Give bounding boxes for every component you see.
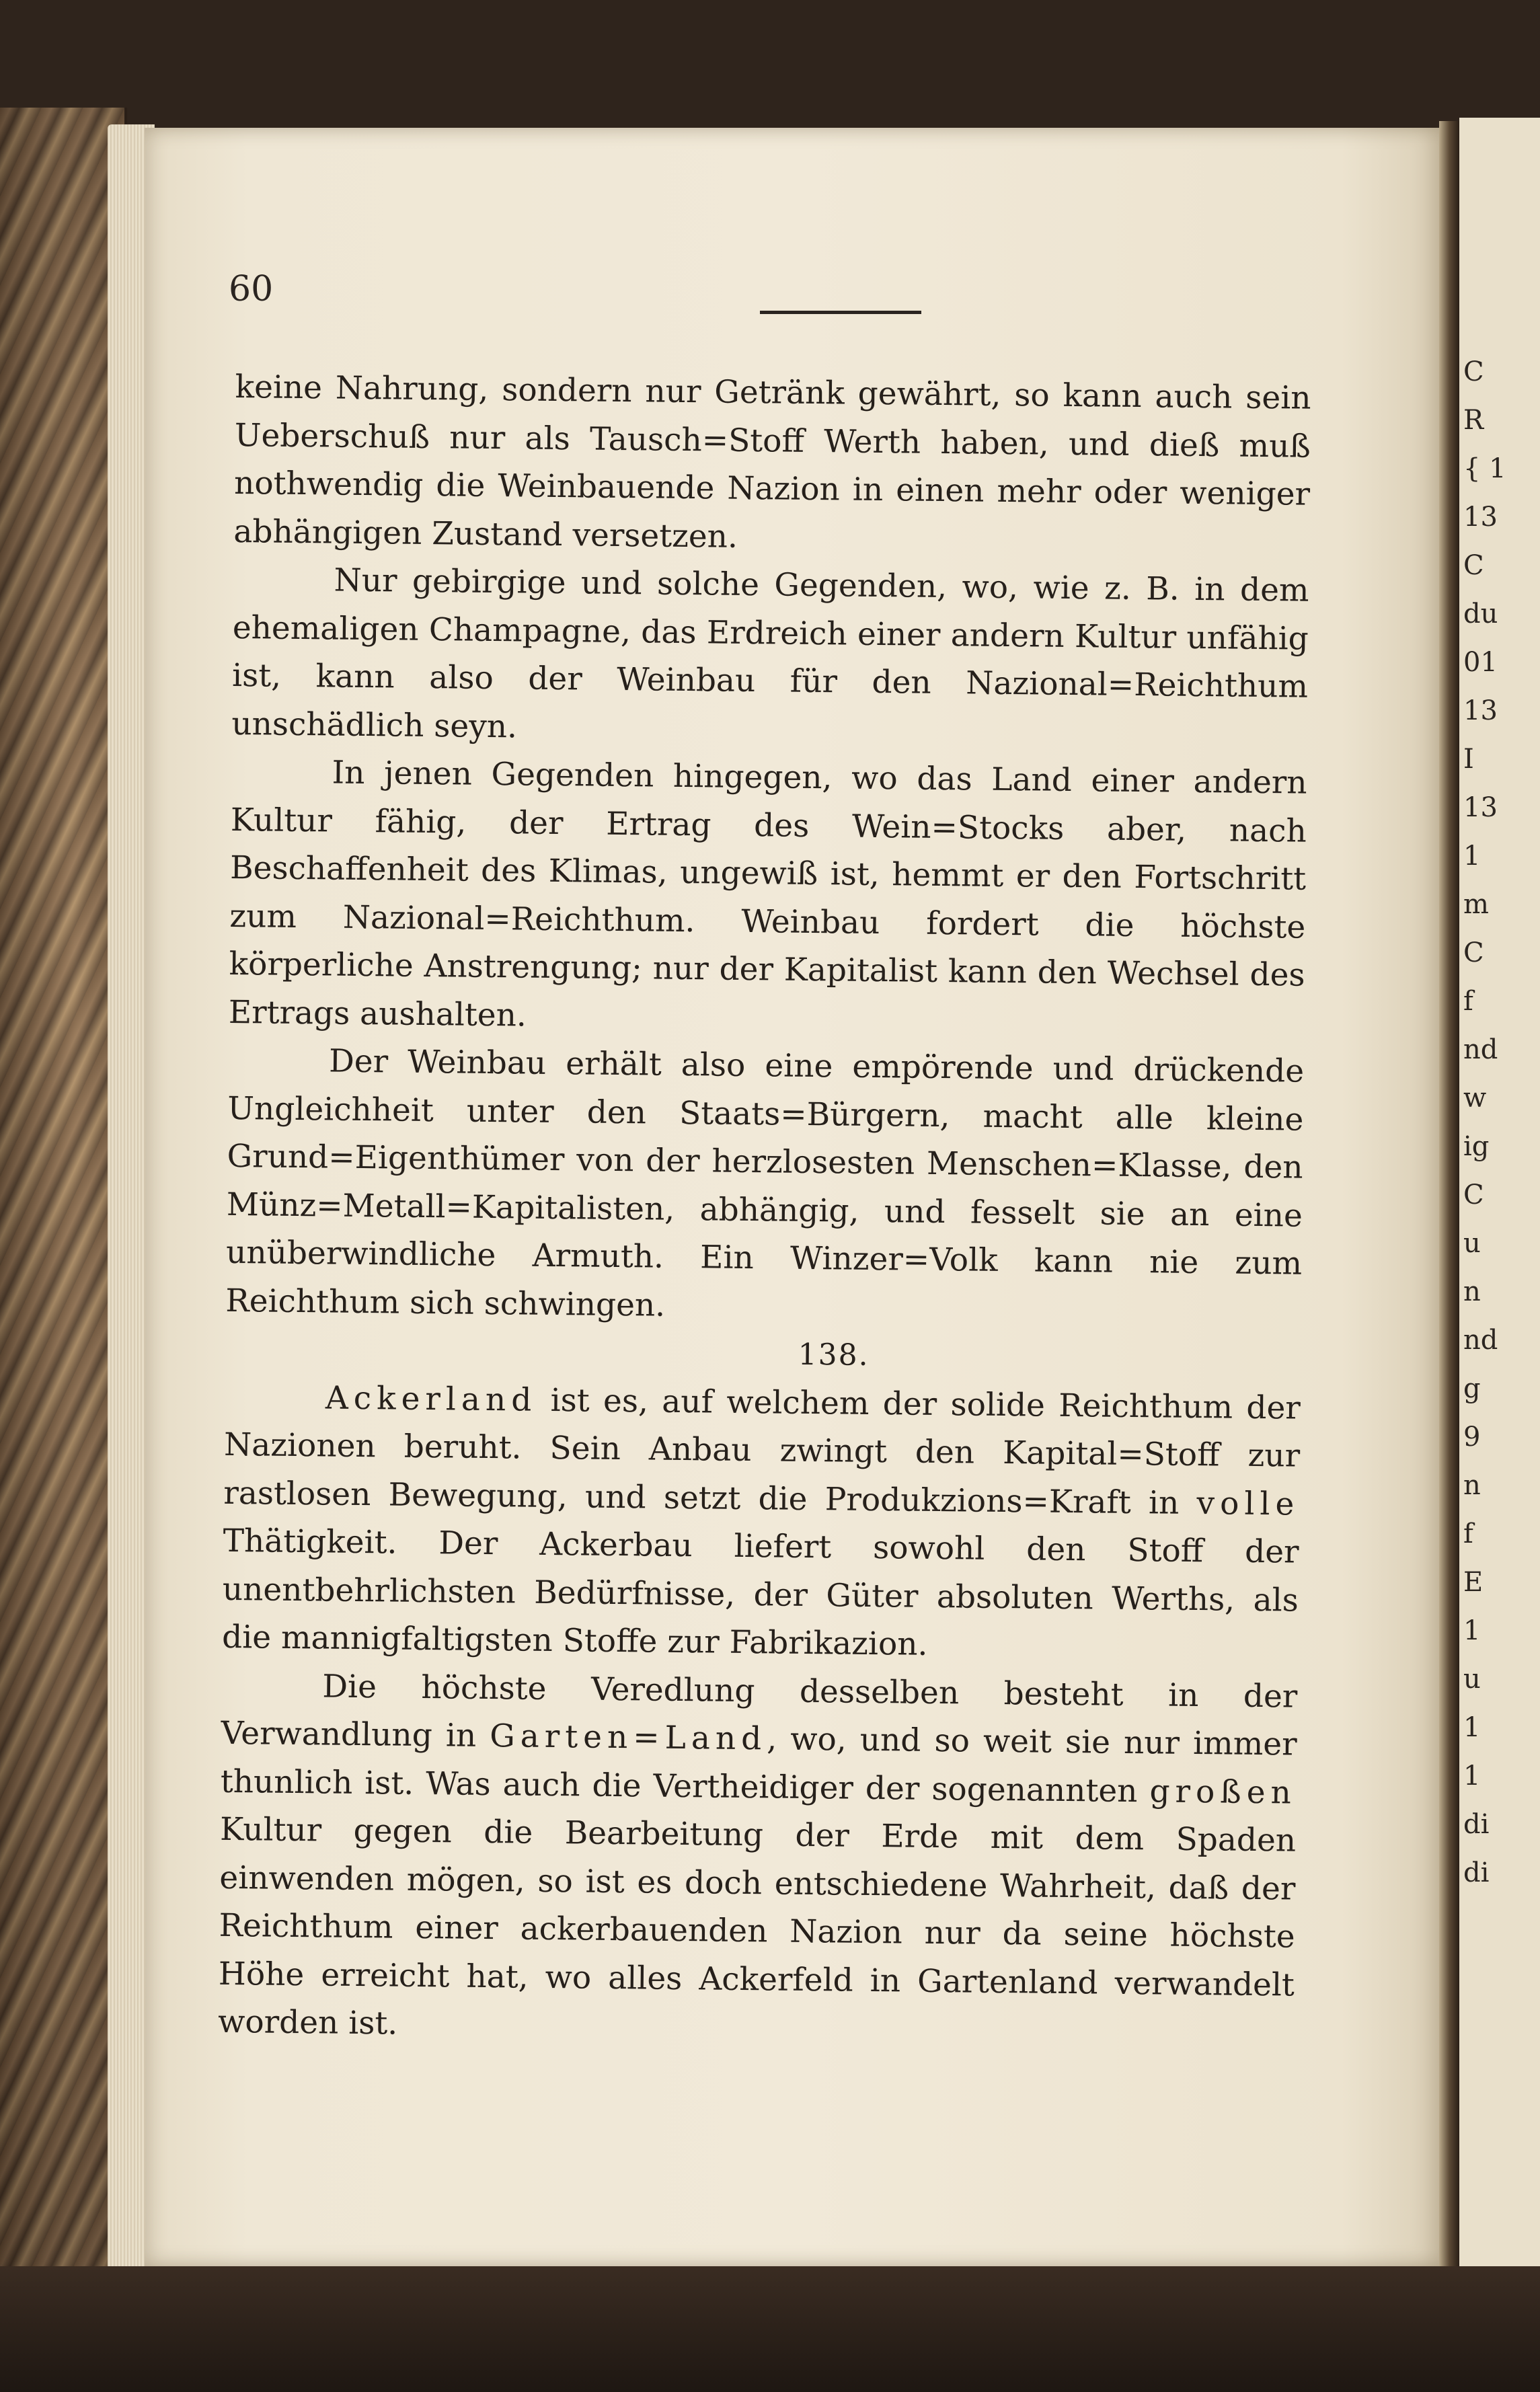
page-header	[229, 269, 1332, 323]
paragraph-text: Kultur gegen die Bearbeitung der Erde mit dem Spaden einwenden mögen, so ist es doch entschiedene Wahrheit, daß der Reichthum einer ackerbauenden Nazion nur da seine höchste Höhe erreicht hat, wo alles Ackerfeld in Gartenland verwandelt worden ist.	[217, 1810, 1297, 2042]
next-page-fragment: 1	[1463, 1761, 1481, 1791]
paragraph-text: ist es, auf welchem der solide Reichthum der Nazionen beruht. Sein Anbau zwingt den Kapital=Stoff zur rastlosen Bewegung, und setzt die Produkzions=Kraft in	[223, 1381, 1301, 1522]
next-page-fragment: C	[1463, 550, 1484, 581]
next-page-fragment: 1	[1463, 841, 1481, 872]
next-page-fragment: f	[1463, 1518, 1473, 1549]
emphasized-word: Garten=Land	[489, 1718, 767, 1758]
next-page-fragment: 9	[1463, 1422, 1481, 1453]
next-page-fragment: E	[1463, 1567, 1484, 1598]
section-number: 138.	[798, 1337, 870, 1373]
paragraph: keine Nahrung, sondern nur Getränk gewährt, so kann auch sein Ueberschuß nur als Tausch=Stoff Werth haben, und dieß muß nothwendig die Weinbauende Nazion in einen mehr oder weniger abhängigen Zustand versetzen.	[233, 368, 1311, 555]
next-page-fragment: ig	[1463, 1131, 1490, 1162]
next-page-fragment: f	[1463, 986, 1473, 1017]
next-page-fragment: C	[1463, 1180, 1484, 1210]
emphasized-word: Ackerland	[325, 1379, 537, 1419]
next-page-fragment: 01	[1463, 647, 1498, 678]
next-page-fragment: u	[1463, 1664, 1481, 1695]
paragraph-text: Thätigkeit. Der Ackerbau liefert sowohl den Stoff der unentbehrlichsten Bedürfnisse, der Güter absoluten Werths, als die mannigfaltigsten Stoffe zur Fabrikazion.	[221, 1522, 1299, 1663]
next-page-fragment: di	[1463, 1857, 1490, 1888]
page-number: 60	[229, 269, 274, 309]
paragraph-text: , wo, und so weit sie nur immer thunlich ist. Was auch die Vertheidiger der sogenannten	[220, 1720, 1297, 1810]
emphasized-word: volle	[1196, 1484, 1300, 1523]
next-page-fragment: I	[1463, 744, 1474, 775]
paragraph	[222, 1373, 1301, 1672]
paragraph-text: Die höchste Veredlung desselben besteht in der Verwandlung in	[221, 1667, 1298, 1755]
next-page-fragment: di	[1463, 1809, 1490, 1840]
paragraph: Nur gebirgige und solche Gegenden, wo, wie z. B. in dem ehemaligen Champagne, das Erdreich einer andern Kultur unfähig ist, kann also der Weinbau für den Nazional=Reichthum unschädlich seyn.	[231, 562, 1309, 745]
header-rule	[760, 311, 921, 314]
paragraph: In jenen Gegenden hingegen, wo das Land einer andern Kultur fähig, der Ertrag des Wein=Stocks aber, nach Beschaffenheit des Klimas, ungewiß ist, hemmt er den Fortschritt zum Nazional=Reichthum. Weinbau fordert die höchste körperliche Anstrengung; nur der Kapitalist kann den Wechsel des Ertrags aushalten.	[228, 754, 1307, 1034]
next-page-fragment: C	[1463, 937, 1484, 968]
next-page-fragment: m	[1463, 889, 1489, 920]
next-page-edge	[1459, 118, 1540, 2283]
next-page-fragment: C	[1463, 356, 1484, 387]
bottom-shadow	[0, 2266, 1540, 2392]
book-gutter	[1439, 121, 1459, 2273]
paragraph	[218, 1661, 1298, 2057]
next-page-fragment: R	[1463, 405, 1484, 436]
next-page-fragment: 1	[1463, 1615, 1481, 1646]
next-page-fragment: nd	[1463, 1325, 1498, 1356]
next-page-fragment: 1	[1463, 1712, 1481, 1743]
next-page-fragment: n	[1463, 1470, 1481, 1501]
paragraph: Der Weinbau erhält also eine empörende und drückende Ungleichheit unter den Staats=Bürgern, macht alle kleine Grund=Eigenthümer von der herzlosesten Menschen=Klasse, den Münz=Metall=Kapitalisten, abhängig, und fesselt sie an eine unüberwindliche Armuth. Ein Winzer=Volk kann nie zum Reichthum sich schwingen.	[225, 1042, 1305, 1324]
next-page-fragment: u	[1463, 1228, 1481, 1259]
next-page-fragment: 13	[1463, 695, 1498, 726]
page-text	[218, 363, 1311, 2057]
next-page-fragment: 13	[1463, 502, 1498, 533]
emphasized-word: großen	[1149, 1772, 1297, 1812]
next-page-fragment: w	[1463, 1083, 1487, 1114]
next-page-fragment: nd	[1463, 1034, 1498, 1065]
next-page-fragment: 13	[1463, 792, 1498, 823]
next-page-fragment: g	[1463, 1373, 1481, 1404]
next-page-fragment: n	[1463, 1276, 1481, 1307]
next-page-fragment: { 1	[1463, 453, 1506, 484]
next-page-fragment: du	[1463, 599, 1498, 629]
